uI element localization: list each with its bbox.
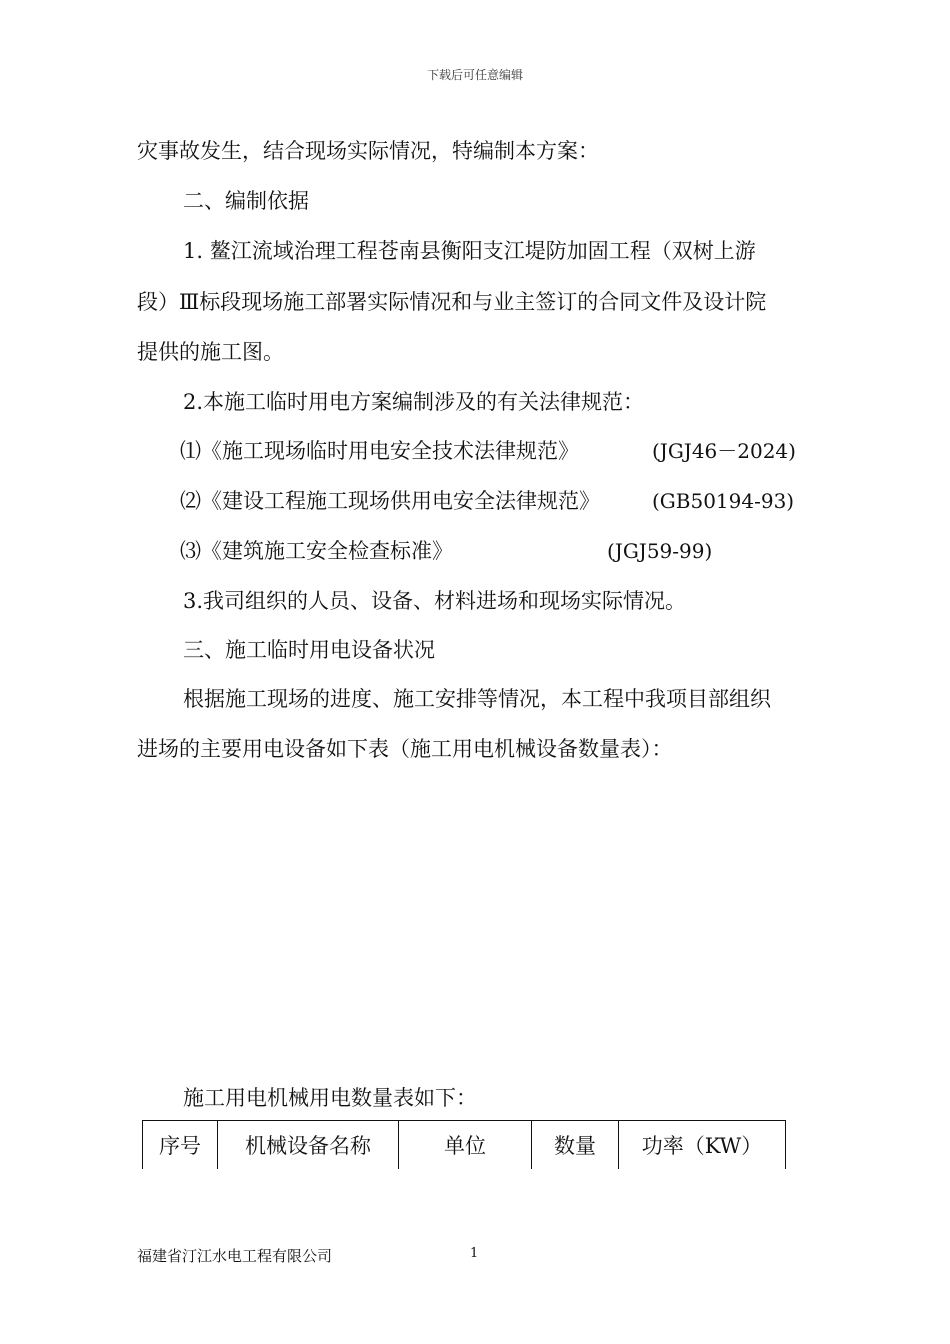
standard-1-title: ⑴《施工现场临时用电安全技术法律规范》 xyxy=(180,439,579,463)
col-header-quantity: 数量 xyxy=(532,1121,619,1170)
col-header-unit: 单位 xyxy=(399,1121,532,1170)
equipment-table xyxy=(142,1120,786,1169)
footer-company-name: 福建省汀江水电工程有限公司 xyxy=(137,1247,333,1265)
table-caption: 施工用电机械用电数量表如下： xyxy=(183,1086,477,1110)
standard-3-title: ⑶《建筑施工安全检查标准》 xyxy=(180,539,453,563)
footer-page-number: 1 xyxy=(470,1246,479,1261)
col-header-index: 序号 xyxy=(143,1121,218,1170)
table-header-row xyxy=(143,1121,786,1170)
equipment-para-line-1: 根据施工现场的进度、施工安排等情况，本工程中我项目部组织 xyxy=(183,687,771,711)
section-heading-basis: 二、编制依据 xyxy=(183,189,309,213)
page-header-note: 下载后可任意编辑 xyxy=(426,68,523,82)
basis-item-1-line-2: 段）Ⅲ标段现场施工部署实际情况和与业主签订的合同文件及设计院 xyxy=(137,290,767,314)
basis-item-1-line-3: 提供的施工图。 xyxy=(137,340,284,364)
section-heading-equipment: 三、施工临时用电设备状况 xyxy=(183,638,435,662)
intro-continuation: 灾事故发生，结合现场实际情况，特编制本方案： xyxy=(137,139,599,163)
col-header-equipment-name: 机械设备名称 xyxy=(218,1121,399,1170)
standard-2-title: ⑵《建设工程施工现场供用电安全法律规范》 xyxy=(180,489,600,513)
basis-item-2: 2.本施工临时用电方案编制涉及的有关法律规范： xyxy=(183,390,645,414)
standard-3-code: (JGJ59-99) xyxy=(607,539,713,563)
basis-item-1-line-1: 1. 鳌江流域治理工程苍南县衡阳支江堤防加固工程（双树上游 xyxy=(183,239,756,263)
standard-2-code: (GB50194-93) xyxy=(652,489,795,513)
col-header-power: 功率（KW） xyxy=(619,1121,786,1170)
basis-item-3: 3.我司组织的人员、设备、材料进场和现场实际情况。 xyxy=(183,589,687,613)
standard-1-code: (JGJ46－2024) xyxy=(652,439,796,463)
equipment-para-line-2: 进场的主要用电设备如下表（施工用电机械设备数量表）： xyxy=(137,737,673,761)
